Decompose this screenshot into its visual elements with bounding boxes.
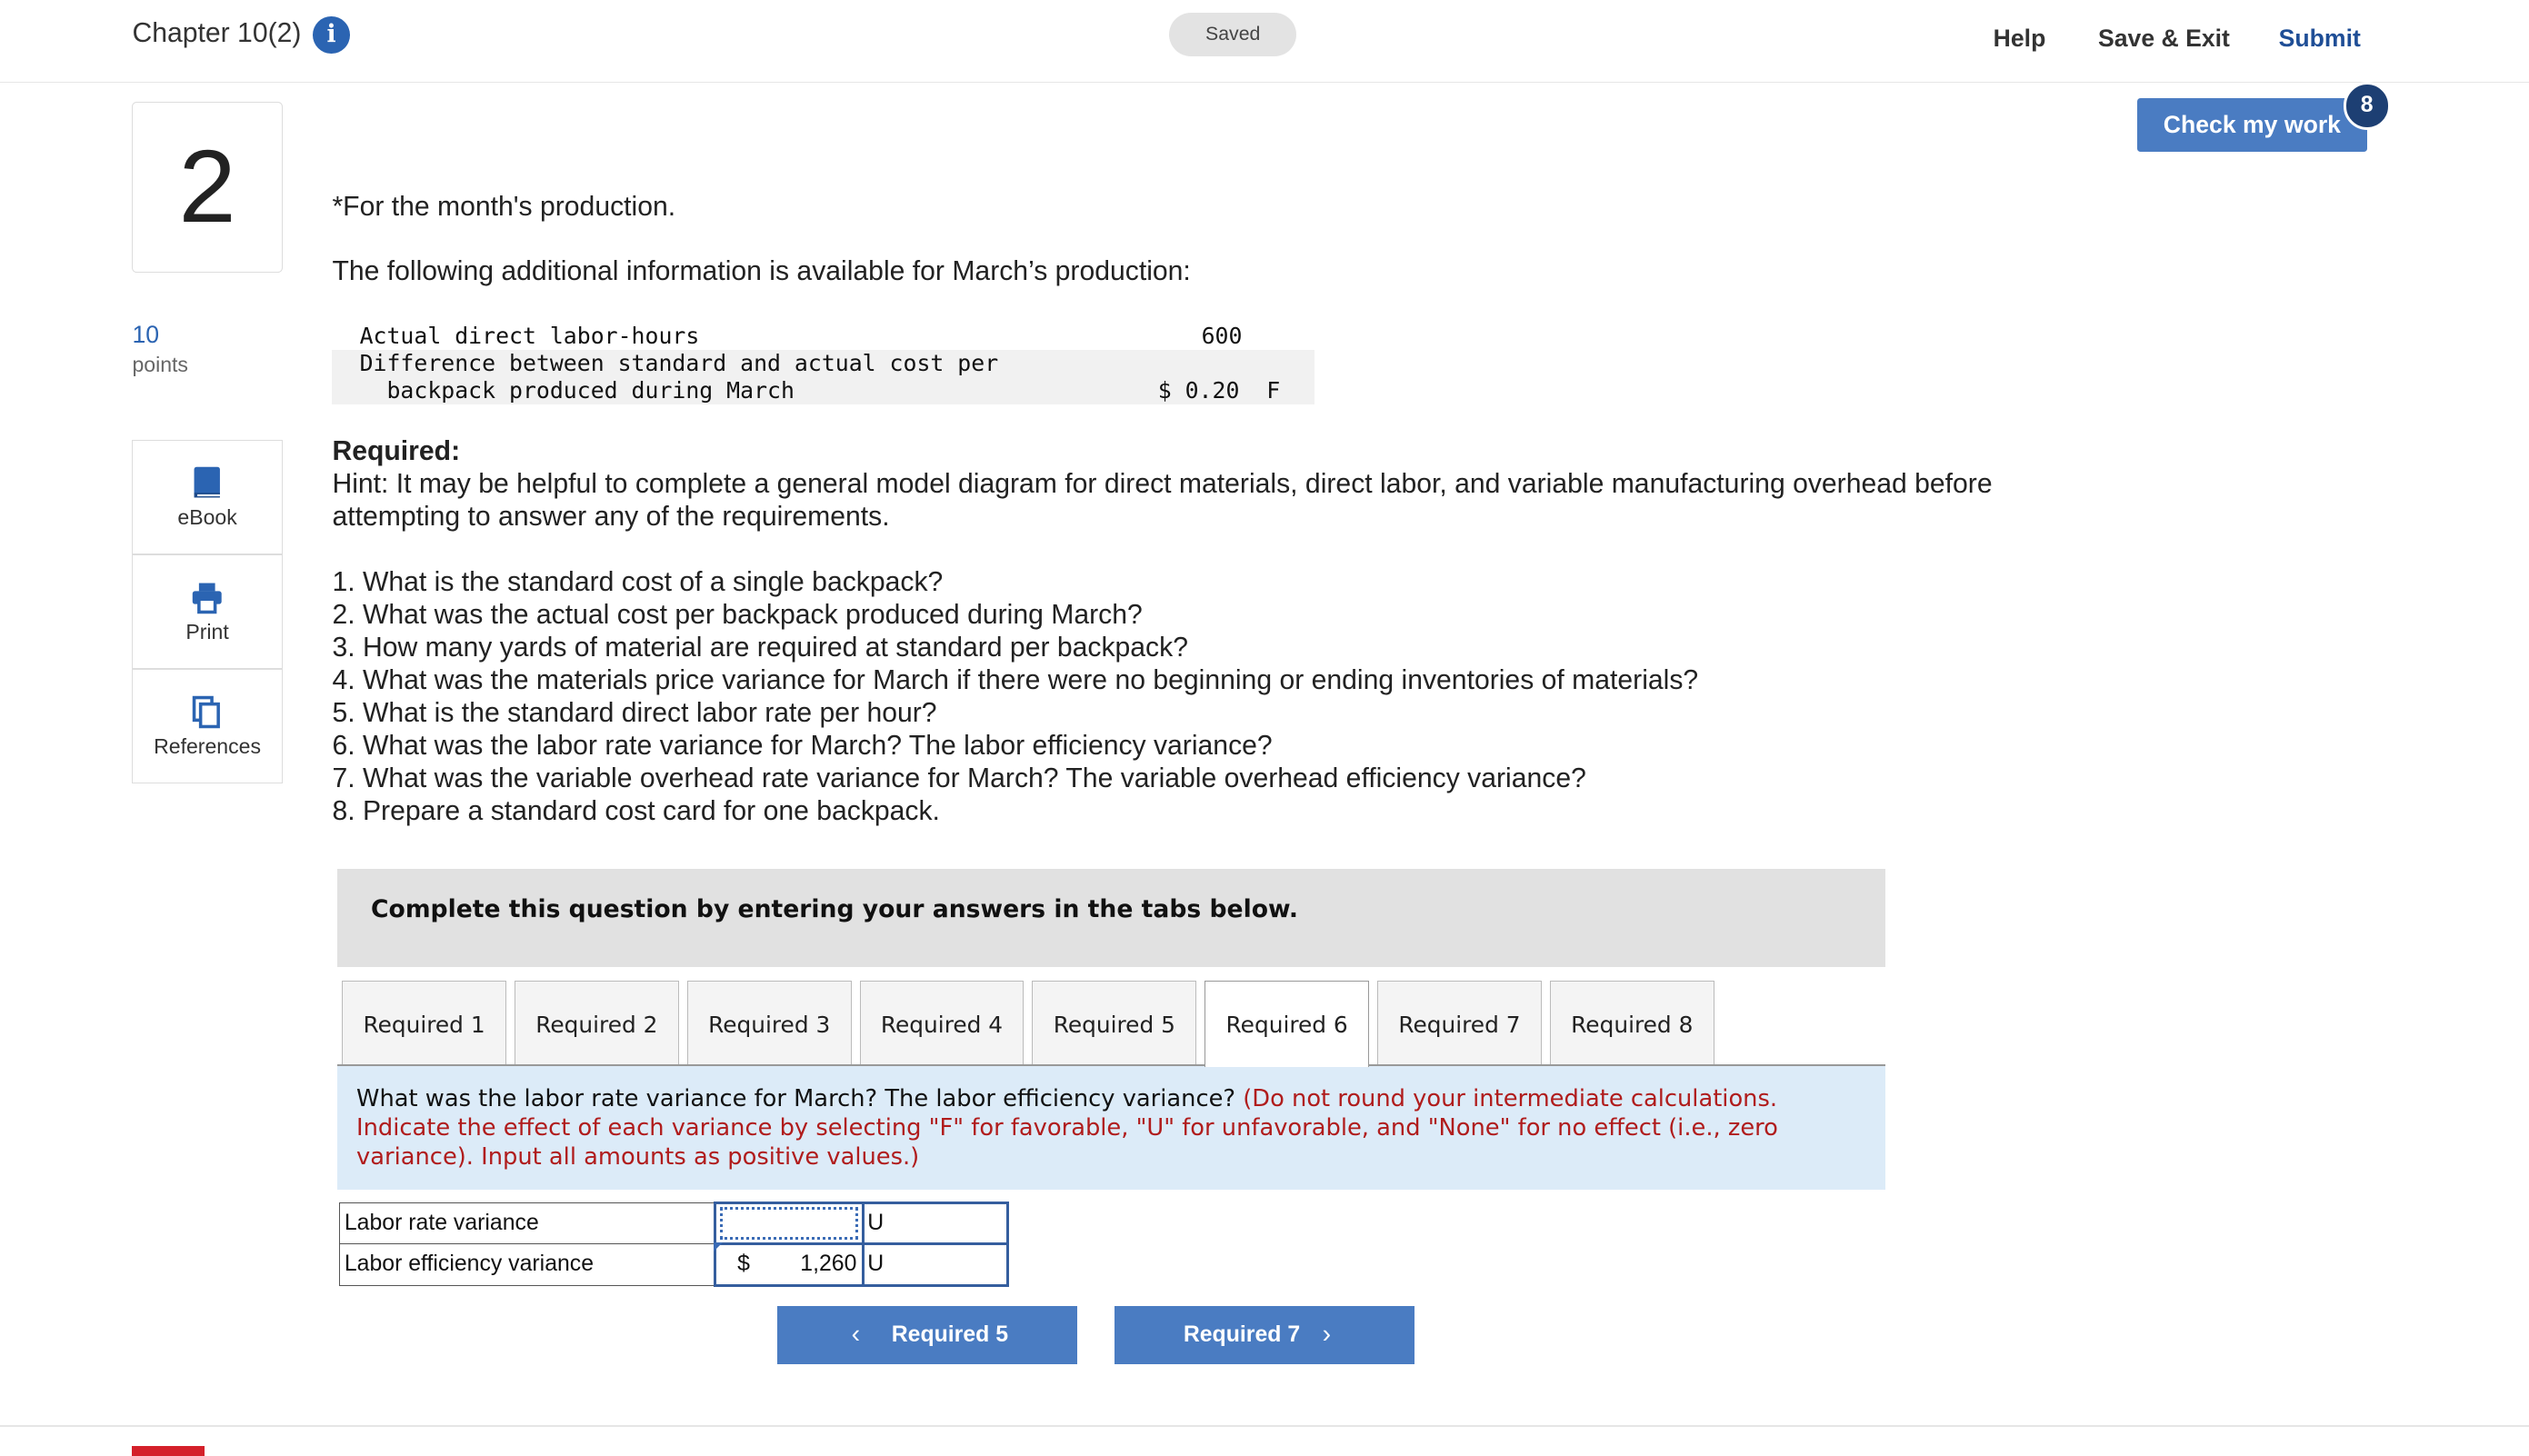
next-required-button[interactable] — [1115, 1306, 1414, 1364]
labor-rate-variance-input[interactable] — [715, 1202, 864, 1244]
list-item: 5. What is the standard direct labor rate per hour? — [332, 697, 937, 728]
points-info — [132, 321, 188, 377]
top-header — [0, 0, 2529, 83]
tab-required-4[interactable]: Required 4 — [860, 981, 1025, 1064]
answer-row-label: Labor rate variance — [339, 1202, 715, 1244]
currency-symbol: $ — [737, 1252, 750, 1277]
table-row — [339, 1244, 1007, 1286]
labor-efficiency-effect-select[interactable]: U — [863, 1244, 1007, 1286]
saved-status-badge: Saved — [1169, 13, 1296, 56]
intro-text: The following additional information is available for March’s production: — [332, 256, 1191, 287]
info-table — [332, 323, 1314, 404]
required-heading: Required: — [332, 435, 461, 466]
list-item: 3. How many yards of material are required at standard per backpack? — [332, 632, 1188, 663]
list-item: 2. What was the actual cost per backpack produced during March? — [332, 599, 1143, 630]
submit-link[interactable]: Submit — [2278, 24, 2361, 52]
list-item: 4. What was the materials price variance for March if there were no beginning or ending inventories of materials? — [332, 664, 1699, 695]
list-item: 7. What was the variable overhead rate variance for March? The variable overhead efficiency variance? — [332, 763, 1586, 793]
tab-required-8[interactable]: Required 8 — [1550, 981, 1714, 1064]
check-my-work-button[interactable]: Check my work — [2137, 98, 2368, 152]
points-value: 10 — [132, 321, 160, 349]
cell-marker-icon — [714, 1242, 723, 1252]
table-row — [339, 1202, 1007, 1244]
save-exit-link[interactable]: Save & Exit — [2097, 24, 2230, 52]
references-button[interactable] — [132, 669, 282, 783]
attempts-badge: 8 — [2344, 82, 2391, 129]
info-row-label: Actual direct labor-hours — [359, 322, 700, 349]
banner-text: Complete this question by entering your answers in the tabs below. — [371, 894, 1298, 923]
book-icon — [191, 465, 223, 501]
tab-question — [356, 1085, 1856, 1172]
assignment-title: Chapter 10(2) — [132, 17, 302, 48]
chevron-right-icon: › — [1322, 1319, 1332, 1349]
hint-text: Hint: It may be helpful to complete a general model diagram for direct materials, direct labor, and variable manufacturing overhead before attempting to answer any of the requirements. — [332, 468, 1993, 532]
info-row — [332, 350, 1314, 404]
references-label: References — [154, 734, 261, 759]
print-label: Print — [185, 620, 229, 644]
ebook-label: eBook — [177, 505, 237, 530]
answer-row-label: Labor efficiency variance — [339, 1244, 715, 1286]
requirements-list — [332, 566, 1698, 828]
brand-logo — [132, 1446, 205, 1456]
print-button[interactable] — [132, 554, 282, 669]
question-number: 2 — [132, 102, 282, 273]
copy-icon — [191, 694, 223, 730]
tab-question-instructions: (Do not round your intermediate calculations. Indicate the effect of each variance by selecting "F" for favorable, "U" for unfavorable, and "None" for no effect (i.e., zero variance). Input all amounts as positive values.) — [356, 1084, 1778, 1171]
tab-required-1[interactable]: Required 1 — [342, 981, 506, 1064]
labor-efficiency-variance-input[interactable] — [715, 1244, 864, 1286]
list-item: 1. What is the standard cost of a single backpack? — [332, 566, 944, 597]
tab-question-text: What was the labor rate variance for March? The labor efficiency variance? — [356, 1084, 1236, 1112]
labor-rate-effect-select[interactable]: U — [863, 1202, 1007, 1244]
chevron-left-icon: ‹ — [851, 1319, 861, 1349]
answer-table — [339, 1202, 1009, 1287]
info-row-label: Difference between standard and actual cost per — [359, 349, 999, 376]
tab-required-7[interactable]: Required 7 — [1377, 981, 1542, 1064]
help-link[interactable]: Help — [1993, 24, 2046, 52]
tab-question-box — [337, 1066, 1885, 1191]
tab-required-5[interactable]: Required 5 — [1032, 981, 1196, 1064]
info-row-value: $ 0.20 F — [1157, 377, 1281, 404]
info-row — [332, 323, 1314, 350]
tab-required-6[interactable]: Required 6 — [1205, 981, 1369, 1068]
list-item: 6. What was the labor rate variance for March? The labor efficiency variance? — [332, 730, 1273, 761]
active-input-outline — [720, 1207, 859, 1239]
prev-required-button[interactable] — [777, 1306, 1077, 1364]
footer-divider — [0, 1425, 2529, 1427]
info-icon[interactable]: i — [313, 16, 350, 54]
amount-value: 1,260 — [800, 1252, 857, 1277]
instructions-banner — [337, 869, 1885, 967]
tab-required-2[interactable]: Required 2 — [515, 981, 679, 1064]
footnote-text: *For the month's production. — [332, 192, 676, 223]
prev-button-label: Required 5 — [891, 1321, 1009, 1347]
info-row-label-continued: backpack produced during March — [359, 377, 795, 404]
tab-required-3[interactable]: Required 3 — [687, 981, 852, 1064]
printer-icon — [191, 580, 223, 615]
ebook-button[interactable] — [132, 440, 282, 554]
list-item: 8. Prepare a standard cost card for one backpack. — [332, 795, 940, 826]
next-button-label: Required 7 — [1183, 1321, 1301, 1347]
required-block — [332, 435, 2041, 534]
points-label: points — [132, 352, 188, 376]
info-row-value: 600 — [1201, 322, 1243, 349]
